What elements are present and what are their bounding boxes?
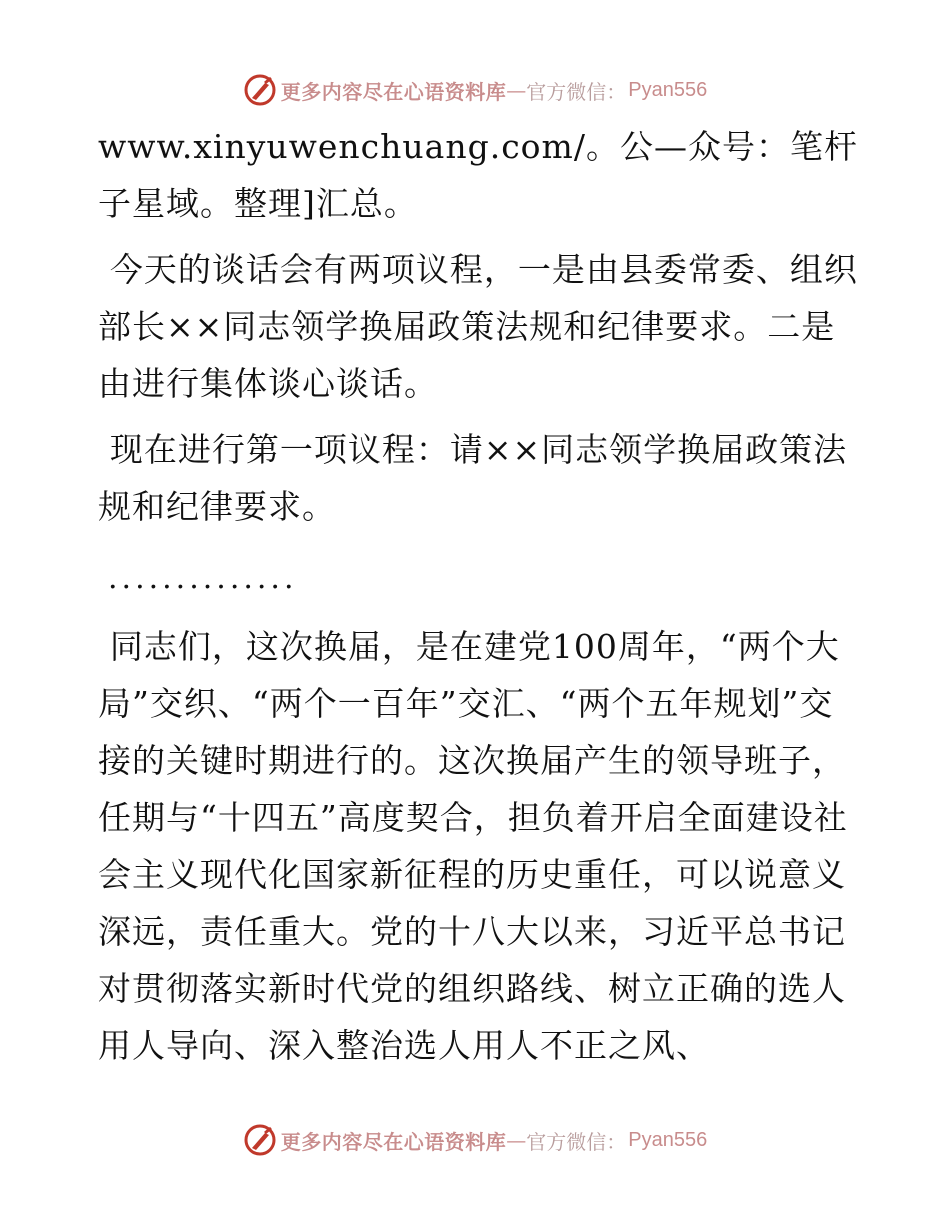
header-banner-dash: —	[506, 78, 527, 102]
header-banner-title: 更多内容尽在心语资料库	[280, 79, 507, 104]
footer-banner	[0, 1120, 950, 1160]
paragraph-speech: 同志们，这次换届，是在建党100周年，“两个大局”交织、“两个一百年”交汇、“两个五年规划”交接的关键时期进行的。这次换届产生的领导班子，任期与“十四五”高度契合，担负着开启全面建设社会主义现代化国家新征程的历史重任，可以说意义深远，责任重大。党的十八大以来，习近平总书记对贯彻落实新时代党的组织路线、树立正确的选人用人导向、深入整治选人用人不正之风、	[98, 627, 848, 1065]
footer-banner-label: 官方微信：	[526, 1129, 627, 1154]
pen-logo-icon	[243, 73, 277, 107]
header-banner-wechat-id: Pyan556	[628, 78, 708, 101]
paragraph-source: www.xinyuwenchuang.com/。公—众号：笔杆子星域。整理]汇总。	[98, 127, 858, 223]
header-banner-label: 官方微信：	[526, 79, 627, 104]
header-banner	[0, 70, 950, 110]
footer-banner-dash: —	[506, 1128, 527, 1152]
paragraph-first-item: 现在进行第一项议程：请××同志领学换届政策法规和纪律要求。	[98, 430, 848, 526]
ellipsis-separator: ..............	[108, 561, 298, 596]
document-body	[98, 118, 858, 1083]
footer-banner-wechat-id: Pyan556	[628, 1128, 708, 1151]
pen-logo-icon	[243, 1123, 277, 1157]
paragraph-agenda: 今天的谈话会有两项议程，一是由县委常委、组织部长××同志领学换届政策法规和纪律要求。二是由进行集体谈心谈话。	[98, 250, 858, 403]
footer-banner-title: 更多内容尽在心语资料库	[280, 1129, 507, 1154]
